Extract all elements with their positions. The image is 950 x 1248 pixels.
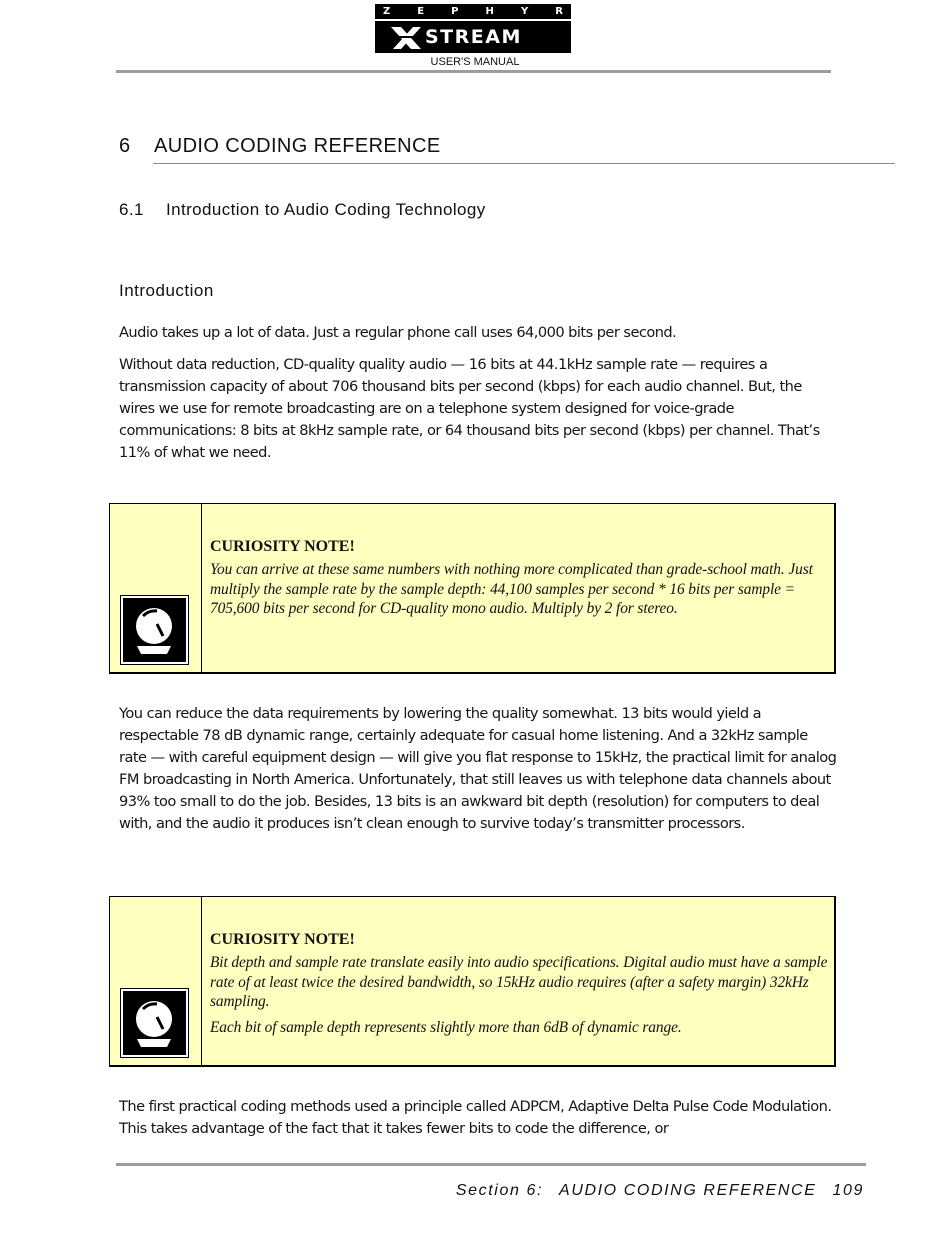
logo-letter: Z <box>383 6 391 17</box>
header-rule <box>116 70 831 73</box>
section-heading <box>119 135 441 158</box>
logo-wordmark <box>375 23 571 53</box>
footer-section-label: Section 6: <box>455 1182 544 1199</box>
footer-section-title: AUDIO CODING REFERENCE <box>559 1182 817 1199</box>
subsection-title: Introduction to Audio Coding Technology <box>166 200 486 219</box>
paragraph-1: Audio takes up a lot of data. Just a regular phone call uses 64,000 bits per second. <box>119 324 677 341</box>
note-text: Bit depth and sample rate translate easily into audio specifications. Digital audio must have a sample rate of at least twice the desired bandwidth, so 15kHz audio requires (after a safety margin) 32kHz sampling. <box>210 954 828 1010</box>
note-body <box>210 537 828 619</box>
logo-letter: P <box>451 6 459 17</box>
note-text: You can arrive at these same numbers with nothing more complicated than grade-school math. Just multiply the sample rate by the sample depth: 44,100 samples per second * 16 bits per sample = 705,600 bits per second for CD-quality mono audio. Multiply by 2 for stereo. <box>210 561 813 617</box>
note-title: CURIOSITY NOTE! <box>210 538 355 555</box>
logo-letter: E <box>417 6 425 17</box>
subsection-number: 6.1 <box>119 200 144 219</box>
note-icon-column <box>110 897 202 1065</box>
note-title: CURIOSITY NOTE! <box>210 931 355 948</box>
paragraph-4: The first practical coding methods used a principle called ADPCM, Adaptive Delta Pulse Code Modulation. This takes advantage of the fact that it takes fewer bits to code the difference, or <box>119 1098 832 1137</box>
note-body <box>210 930 828 1037</box>
zephyr-xstream-logo <box>375 4 571 53</box>
paragraph-2: Without data reduction, CD-quality quality audio — 16 bits at 44.1kHz sample rate — requires a transmission capacity of about 706 thousand bits per second (kbps) for each audio channel. But, the wires we use for remote broadcasting are on a telephone system designed for voice-grade communications: 8 bits at 8kHz sample rate, or 64 thousand bits per second (kbps) per channel. That’s 11% of what we need. <box>119 356 820 461</box>
logo-x-mark-icon <box>389 25 423 51</box>
logo-brand-letters <box>375 4 571 21</box>
logo-letter: H <box>485 6 494 17</box>
intro-heading: Introduction <box>119 281 214 300</box>
curiosity-note-1 <box>109 503 836 674</box>
footer-rule <box>116 1163 866 1166</box>
crystal-ball-icon <box>121 596 188 664</box>
section-number: 6 <box>119 135 131 157</box>
page-number: 109 <box>832 1182 864 1199</box>
manual-label: USER'S MANUAL <box>430 56 520 68</box>
curiosity-note-2 <box>109 896 836 1067</box>
section-title: AUDIO CODING REFERENCE <box>154 135 441 157</box>
section-heading-rule <box>153 163 895 164</box>
logo-word: STREAM <box>425 26 522 48</box>
logo-letter: Y <box>520 6 529 17</box>
note-icon-column <box>110 504 202 672</box>
logo-letter: R <box>555 6 563 17</box>
paragraph-3: You can reduce the data requirements by lowering the quality somewhat. 13 bits would yield a respectable 78 dB dynamic range, certainly adequate for casual home listening. And a 32kHz sample rate — with careful equipment design — will give you flat response to 15kHz, the practical limit for analog FM broadcasting in North America. Unfortunately, that still leaves us with telephone data channels about 93% too small to do the job. Besides, 13 bits is an awkward bit depth (resolution) for computers to deal with, and the audio it produces isn’t clean enough to survive today’s transmitter processors. <box>119 705 837 832</box>
note-text: Each bit of sample depth represents slightly more than 6dB of dynamic range. <box>210 1018 682 1036</box>
page-footer <box>456 1182 864 1200</box>
subsection-heading <box>119 200 486 220</box>
crystal-ball-icon <box>121 989 188 1057</box>
